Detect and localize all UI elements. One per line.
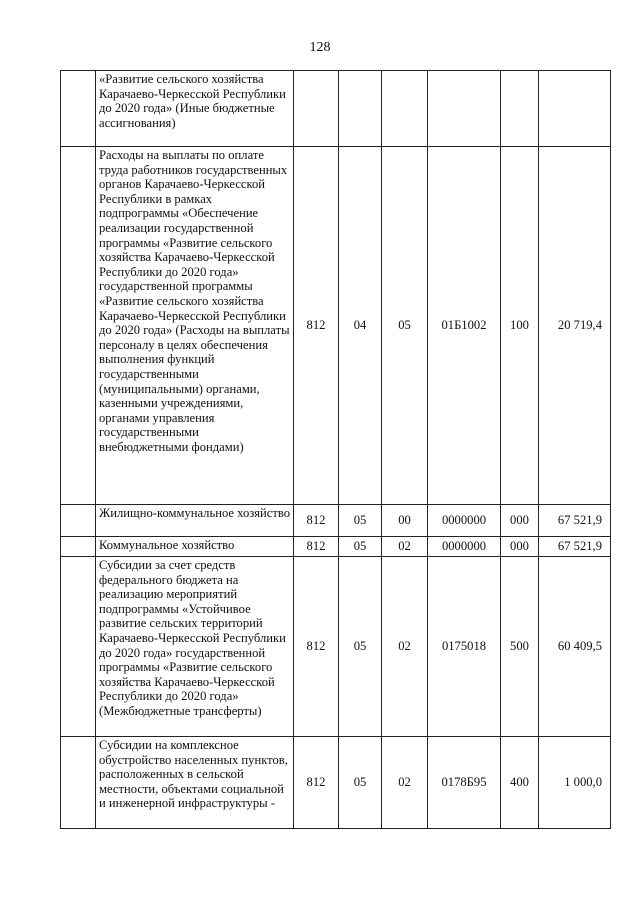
target-cell: 0175018: [428, 557, 501, 737]
description-cell: Субсидии за счет средств федерального бюджета на реализацию мероприятий подпрограммы «Устойчивое развитие сельских территорий Карачаево-Черкесской Республики до 2020 года» государственной программы «Развитие сельского хозяйства Карачаево-Черкесской Республики до 2020 года» (Межбюджетные трансферты): [96, 557, 294, 737]
ministry-cell: [294, 71, 339, 147]
budget-table: [60, 70, 611, 829]
amount-cell: 60 409,5: [539, 557, 611, 737]
target-cell: 0178Б95: [428, 737, 501, 829]
subsection-cell: 02: [382, 737, 428, 829]
description-cell: Субсидии на комплексное обустройство населенных пунктов, расположенных в сельской местности, объектами социальной и инженерной инфраструктуры -: [96, 737, 294, 829]
page-number: 128: [309, 40, 331, 55]
ministry-cell: 812: [294, 557, 339, 737]
table-row: [61, 71, 611, 147]
subsection-cell: 02: [382, 537, 428, 557]
table-row: [61, 505, 611, 537]
amount-cell: 67 521,9: [539, 537, 611, 557]
blank-cell: [61, 147, 96, 505]
amount-cell: 67 521,9: [539, 505, 611, 537]
blank-cell: [61, 537, 96, 557]
section-cell: 05: [339, 557, 382, 737]
amount-cell: [539, 71, 611, 147]
subsection-cell: 00: [382, 505, 428, 537]
ministry-cell: 812: [294, 737, 339, 829]
section-cell: 05: [339, 505, 382, 537]
ministry-cell: 812: [294, 537, 339, 557]
description-cell: Жилищно-коммунальное хозяйство: [96, 505, 294, 537]
blank-cell: [61, 737, 96, 829]
table-row: [61, 147, 611, 505]
description-cell: Коммунальное хозяйство: [96, 537, 294, 557]
expense-type-cell: [501, 71, 539, 147]
table-row: [61, 557, 611, 737]
table-row: [61, 537, 611, 557]
expense-type-cell: 500: [501, 557, 539, 737]
amount-cell: 1 000,0: [539, 737, 611, 829]
target-cell: 0000000: [428, 537, 501, 557]
section-cell: [339, 71, 382, 147]
expense-type-cell: 000: [501, 537, 539, 557]
section-cell: 05: [339, 537, 382, 557]
subsection-cell: 02: [382, 557, 428, 737]
target-cell: 01Б1002: [428, 147, 501, 505]
blank-cell: [61, 557, 96, 737]
section-cell: 04: [339, 147, 382, 505]
target-cell: [428, 71, 501, 147]
ministry-cell: 812: [294, 147, 339, 505]
description-cell: «Развитие сельского хозяйства Карачаево-Черкесской Республики до 2020 года» (Иные бюджетные ассигнования): [96, 71, 294, 147]
expense-type-cell: 000: [501, 505, 539, 537]
blank-cell: [61, 71, 96, 147]
expense-type-cell: 100: [501, 147, 539, 505]
subsection-cell: [382, 71, 428, 147]
amount-cell: 20 719,4: [539, 147, 611, 505]
ministry-cell: 812: [294, 505, 339, 537]
subsection-cell: 05: [382, 147, 428, 505]
expense-type-cell: 400: [501, 737, 539, 829]
section-cell: 05: [339, 737, 382, 829]
blank-cell: [61, 505, 96, 537]
description-cell: Расходы на выплаты по оплате труда работников государственных органов Карачаево-Черкесской Республики в рамках подпрограммы «Обеспечение реализации государственной программы «Развитие сельского хозяйства Карачаево-Черкесской Республики до 2020 года» государственной программы «Развитие сельского хозяйства Карачаево-Черкесской Республики до 2020 года» (Расходы на выплаты персоналу в целях обеспечения выполнения функций государственными (муниципальными) органами, казенными учреждениями, органами управления государственными внебюджетными фондами): [96, 147, 294, 505]
target-cell: 0000000: [428, 505, 501, 537]
table-row: [61, 737, 611, 829]
